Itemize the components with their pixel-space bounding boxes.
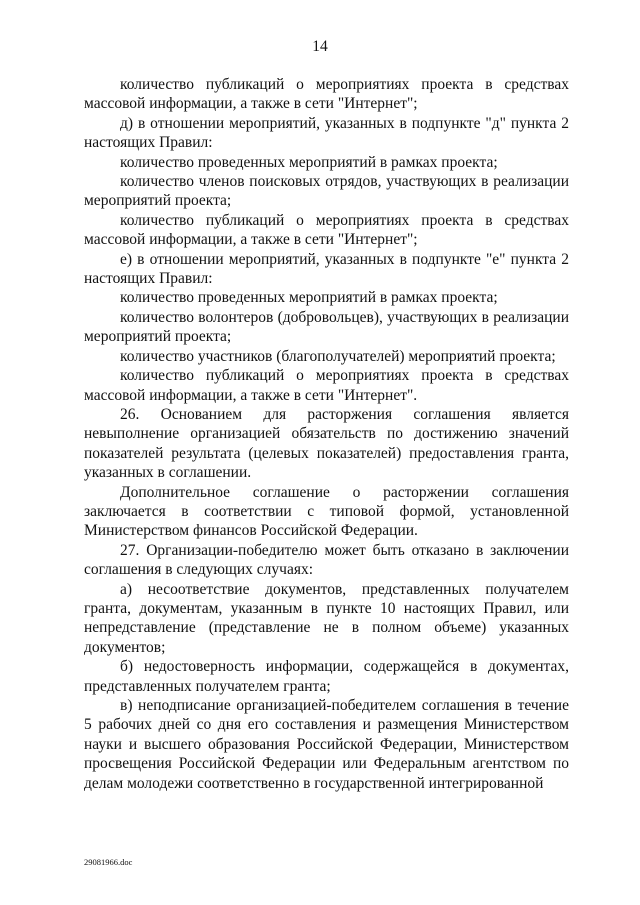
paragraph: б) недостоверность информации, содержащейся в документах, представленных получателем гранта; bbox=[84, 658, 569, 695]
paragraph: а) несоответствие документов, представленных получателем гранта, документам, указанным в пункте 10 настоящих Правил, или непредставление (представление не в полном объеме) указанных документов; bbox=[84, 580, 569, 656]
paragraph: е) в отношении мероприятий, указанных в подпункте "е" пункта 2 настоящих Правил: bbox=[84, 250, 569, 288]
paragraph: в) неподписание организацией-победителем соглашения в течение 5 рабочих дней со дня его составления и размещения Министерством науки и высшего образования Российской Федерации, Министерством просвещения Российской Федерации или Федеральным агентством по делам молодежи соответственно в государственной интегрированной bbox=[84, 697, 569, 792]
paragraph: количество публикаций о мероприятиях проекта в средствах массовой информации, а также в сети "Интернет". bbox=[84, 367, 569, 404]
paragraph: количество публикаций о мероприятиях проекта в средствах массовой информации, а также в сети "Интернет"; bbox=[84, 76, 569, 113]
paragraph: количество участников (благополучателей) мероприятий проекта; bbox=[120, 347, 556, 365]
paragraph: количество публикаций о мероприятиях проекта в средствах массовой информации, а также в сети "Интернет"; bbox=[84, 211, 569, 249]
paragraph: 26. Основанием для расторжения соглашения является невыполнение организацией обязательств по достижению значений показателей результата (целевых показателей) предоставления гранта, указанных в соглашении. bbox=[84, 405, 569, 482]
document-footer: 29081966.doc bbox=[84, 857, 133, 867]
paragraph: количество волонтеров (добровольцев), участвующих в реализации мероприятий проекта; bbox=[84, 308, 569, 346]
paragraph: д) в отношении мероприятий, указанных в подпункте "д" пункта 2 настоящих Правил: bbox=[84, 114, 569, 152]
document-body bbox=[84, 75, 569, 793]
paragraph: количество членов поисковых отрядов, участвующих в реализации мероприятий проекта; bbox=[84, 173, 569, 210]
paragraph: количество проведенных мероприятий в рамках проекта; bbox=[120, 289, 498, 307]
paragraph: Дополнительное соглашение о расторжении соглашения заключается в соответствии с типовой формой, установленной Министерством финансов Российской Федерации. bbox=[84, 483, 569, 540]
page-number: 14 bbox=[312, 38, 328, 55]
paragraph: 27. Организации-победителю может быть отказано в заключении соглашения в следующих случаях: bbox=[84, 541, 569, 579]
paragraph: количество проведенных мероприятий в рамках проекта; bbox=[120, 153, 498, 171]
